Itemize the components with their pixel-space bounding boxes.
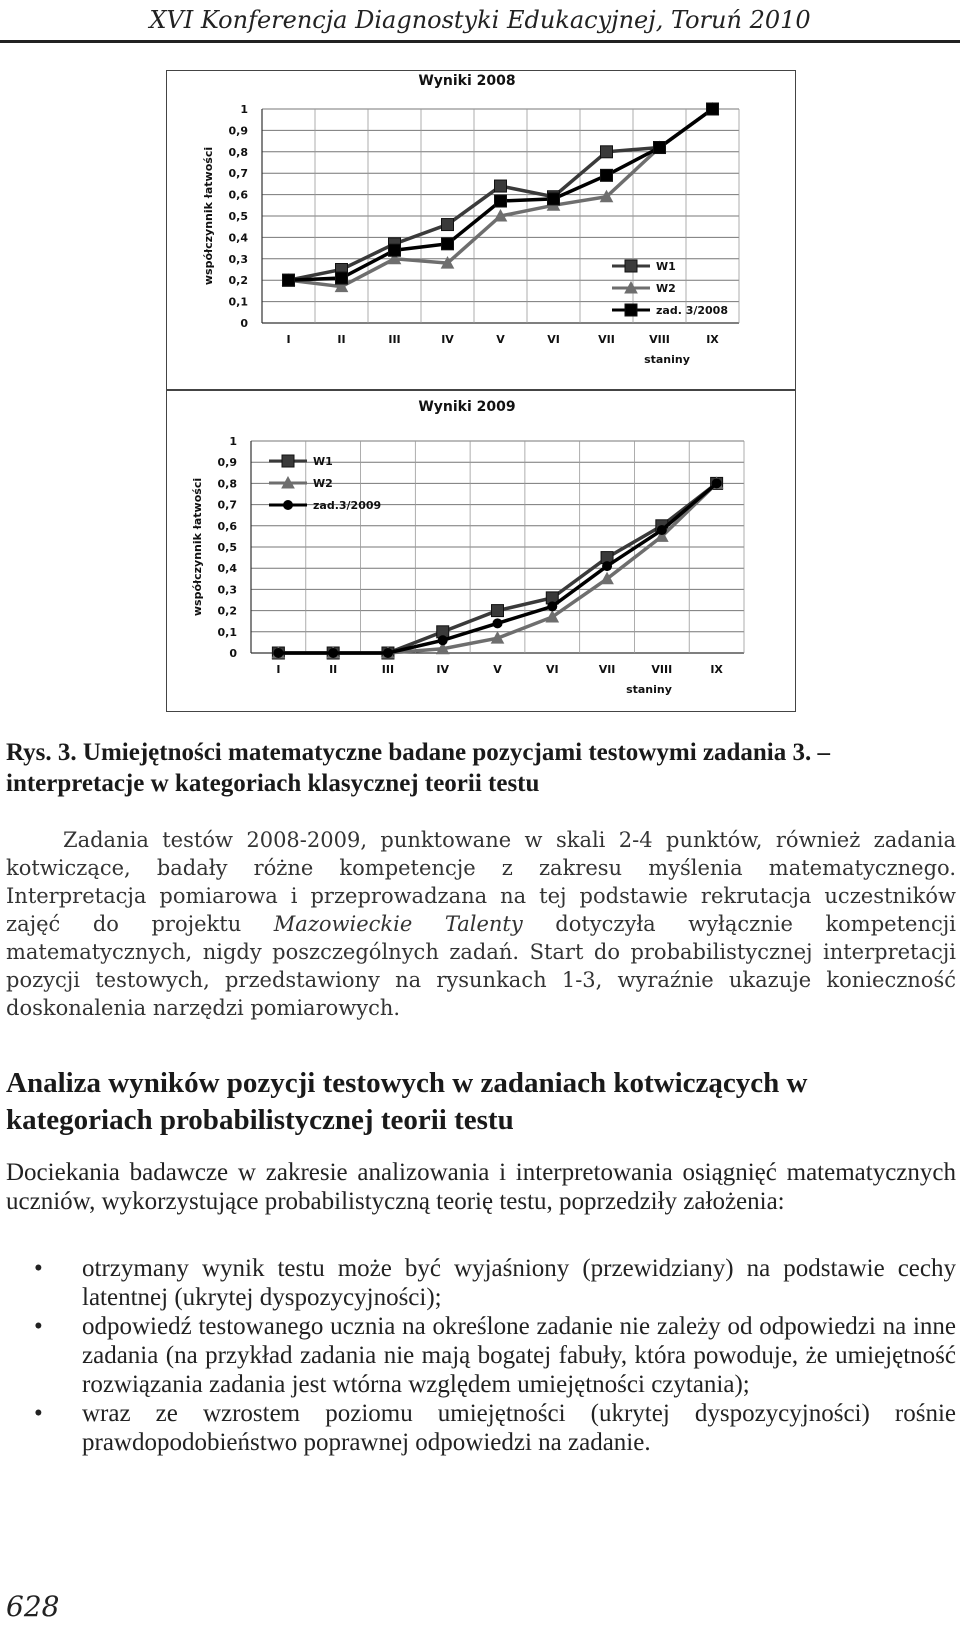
x-tick-label: I [276, 663, 281, 676]
running-header: XVI Konferencja Diagnostyki Edukacyjnej, Toruń 2010 [149, 6, 811, 34]
x-tick-label: VII [598, 333, 615, 346]
y-tick-label: 1 [229, 435, 237, 448]
data-point [283, 274, 295, 286]
x-tick-label: V [496, 333, 505, 346]
y-tick-label: 0,9 [228, 124, 248, 138]
x-tick-label: IX [710, 663, 723, 676]
x-tick-label: IX [706, 333, 719, 346]
y-tick-label: 0,1 [228, 295, 248, 309]
x-tick-label: VIII [649, 333, 670, 346]
data-point [442, 219, 454, 231]
y-axis-label: współczynnik łatwości [202, 146, 215, 286]
x-tick-label: IV [441, 333, 454, 346]
page-number: 628 [6, 1590, 60, 1623]
y-tick-label: 0,1 [217, 625, 237, 639]
paragraph-intro-text-1: Zadania testów 2008-2009, punktowane w skali 2-4 punktów, również zadania kotwiczące, badały różne kompetencje z zakresu myślenia matematycznego. Interpretacja pomiarowa i przeprowadzana na tej podstawie rekrutacja uczestników zajęć do projektu [6, 828, 956, 936]
data-point [438, 635, 448, 645]
data-point [657, 525, 667, 535]
paragraph-intro-text-2: dotyczyła wyłącznie kompetencji matematycznych, nigdy poszczególnych zadań. Start do probabilistycznej interpretacji pozycji testowych, przedstawiony na rysunkach 1-3, wyraźnie ukazuje konieczność doskonalenia narzędzi pomiarowych. [6, 912, 956, 1020]
chart-legend [612, 260, 728, 317]
list-item-text: otrzymany wynik testu może być wyjaśniony (przewidziany) na podstawie cechy latentnej (ukrytej dyspozycyjności); [82, 1255, 956, 1311]
x-tick-label: III [388, 333, 401, 346]
y-tick-label: 0,5 [228, 210, 248, 223]
y-tick-label: 0,8 [217, 477, 237, 491]
chart-title: Wyniki 2009 [418, 399, 516, 415]
legend-label: W1 [313, 455, 333, 468]
x-tick-label: VII [598, 663, 616, 676]
data-point [495, 195, 507, 207]
list-item [6, 1399, 956, 1457]
bullet-icon: • [34, 1313, 43, 1340]
header-rule [0, 40, 960, 43]
data-point [654, 142, 666, 154]
chart-wyniki-2009 [167, 391, 795, 711]
data-point [601, 169, 613, 181]
project-name: Mazowieckie Talenty [273, 912, 523, 936]
x-tick-label: IV [436, 663, 450, 676]
figure-frame [166, 70, 796, 712]
x-tick-label: VIII [651, 663, 673, 676]
y-tick-label: 0,2 [217, 604, 237, 618]
list-item [6, 1254, 956, 1312]
legend-label: W2 [313, 477, 333, 490]
x-tick-label: II [329, 663, 338, 676]
y-tick-label: 1 [240, 103, 248, 116]
y-tick-label: 0,2 [228, 274, 248, 288]
data-point [495, 180, 507, 192]
y-tick-label: 0,6 [217, 519, 237, 533]
legend-marker [625, 304, 637, 316]
y-tick-label: 0,7 [217, 498, 237, 512]
data-point [547, 601, 557, 611]
assumption-list [6, 1254, 956, 1457]
data-point [712, 478, 722, 488]
y-tick-label: 0,5 [217, 541, 237, 554]
legend-label: W1 [656, 260, 676, 273]
data-point [548, 193, 560, 205]
x-tick-label: VI [547, 333, 560, 346]
data-point [707, 103, 719, 115]
chart-title: Wyniki 2008 [418, 73, 516, 89]
data-point [601, 146, 613, 158]
x-tick-label: V [493, 663, 502, 676]
list-item-text: odpowiedź testowanego ucznia na określone zadanie nie zależy od odpowiedzi na inne zadania (na przykład zadania nie mają bogatej fabuły, która powoduje, że umiejętność rozwiązania zadania jest wtórna względem umiejętności czytania); [82, 1313, 956, 1398]
x-tick-label: I [286, 333, 291, 346]
y-tick-label: 0,3 [217, 583, 237, 597]
y-tick-label: 0,6 [228, 188, 248, 202]
legend-marker [282, 455, 294, 467]
legend-marker [283, 500, 293, 510]
data-point [492, 605, 504, 617]
figure-caption: Rys. 3. Umiejętności matematyczne badane pozycjami testowymi zadania 3. – interpretacje w kategoriach klasycznej teorii testu [6, 739, 830, 797]
y-tick-label: 0 [240, 317, 248, 330]
x-tick-label: VI [545, 663, 559, 676]
bullet-icon: • [34, 1255, 43, 1282]
data-point [602, 561, 612, 571]
data-point [442, 238, 454, 250]
legend-label: zad. 3/2008 [656, 304, 728, 317]
data-point [493, 618, 503, 628]
y-tick-label: 0,4 [217, 562, 237, 576]
y-axis-label: współczynnik łatwości [191, 477, 204, 617]
x-tick-label: III [381, 663, 395, 676]
bullet-icon: • [34, 1400, 43, 1427]
chart-wyniki-2008 [167, 71, 795, 389]
section-title: Analiza wyników pozycji testowych w zadaniach kotwiczących w kategoriach probabilistycznej teorii testu [6, 1067, 808, 1136]
y-tick-label: 0,3 [228, 252, 248, 266]
list-item-text: wraz ze wzrostem poziomu umiejętności (ukrytej dyspozycyjności) rośnie prawdopodobieństwo poprawnej odpowiedzi na zadanie. [82, 1400, 956, 1456]
y-tick-label: 0,9 [217, 456, 237, 470]
data-point [328, 648, 338, 658]
y-tick-label: 0,4 [228, 231, 248, 245]
x-tick-label: II [337, 333, 346, 346]
list-item [6, 1312, 956, 1399]
y-tick-label: 0,7 [228, 167, 248, 181]
legend-marker [625, 260, 637, 272]
x-axis-label: staniny [626, 683, 672, 696]
paragraph-intro [6, 826, 956, 1022]
data-point [389, 244, 401, 256]
paragraph-assumptions: Dociekania badawcze w zakresie analizowania i interpretowania osiągnięć matematycznych uczniów, wykorzystujące probabilistyczną teorię testu, poprzedziły założenia: [6, 1159, 956, 1215]
y-tick-label: 0 [229, 647, 237, 660]
data-point [273, 648, 283, 658]
legend-label: zad.3/2009 [313, 499, 382, 512]
legend-label: W2 [656, 282, 676, 295]
data-point [336, 272, 348, 284]
data-point [383, 648, 393, 658]
x-axis-label: staniny [644, 353, 690, 366]
y-tick-label: 0,8 [228, 145, 248, 159]
